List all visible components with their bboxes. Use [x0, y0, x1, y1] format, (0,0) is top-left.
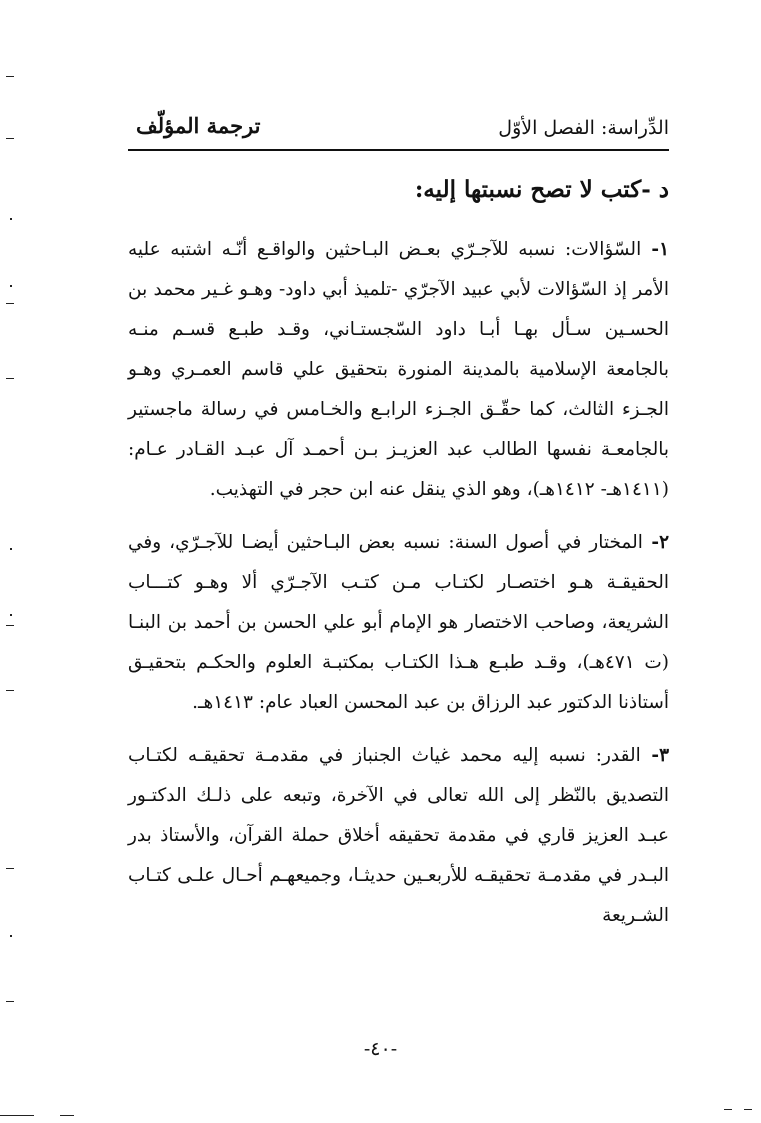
paragraph-2 — [128, 523, 669, 723]
section-heading: د -كتب لا تصح نسبتها إليه: — [414, 176, 669, 203]
scan-mark — [6, 76, 14, 77]
header-running-title: ترجمة المؤلّف — [136, 113, 261, 138]
scan-mark — [10, 935, 12, 937]
paragraph-number: ٢- — [642, 532, 670, 553]
scan-mark — [6, 868, 14, 869]
paragraph-text: القدر: نسبه إليه محمد غياث الجنباز في مقدمـة تحقيقـه لكتـاب التصديق بالنّظر إلى الله تعالى في الآخرة، وتبعه على ذلـك الدكتـور عبـد العزيز قاري في مقدمة تحقيقه أخلاق حملة القرآن، والأستاذ بدر البـدر في مقدمـة تحقيقـه للأربعـين حديثـا، وجميعهـم أحـال علـى كتـاب الشـريعة — [128, 745, 669, 926]
paragraph-1 — [128, 230, 669, 510]
page-body — [128, 168, 669, 949]
page-number: -٤٠- — [363, 1038, 398, 1060]
scan-mark — [10, 285, 12, 287]
header-rule — [128, 149, 669, 151]
scan-mark — [6, 1001, 14, 1002]
scan-mark — [724, 1109, 732, 1110]
paragraph-text: المختار في أصول السنة: نسبه بعض البـاحثين أيضـا للآجـرّي، وفي الحقيقـة هـو اختصـار لكتـاب مـن كتـب الآجـرّي ألا وهـو كتـــاب الشريعة، وصاحب الاختصار هو الإمام أبو علي الحسن بن أحمد بن البنـا (ت ٤٧١هـ)، وقـد طبـع هـذا الكتـاب بمكتبـة العلوم والحكـم بتحقيـق أستاذنا الدكتور عبد الرزاق بن عبد المحسن العباد عام: ١٤١٣هـ. — [128, 532, 670, 713]
scan-mark — [10, 614, 12, 616]
header-section-title: الدِّراسة: الفصل الأوّل — [498, 117, 669, 139]
scan-mark — [60, 1115, 74, 1116]
scan-mark — [6, 138, 14, 139]
scan-mark — [6, 303, 14, 304]
paragraph-number: ١- — [641, 239, 670, 260]
paragraph-3 — [128, 736, 669, 936]
page-header — [128, 113, 669, 149]
scan-mark — [0, 1115, 34, 1116]
paragraph-number: ٣- — [640, 745, 669, 766]
scan-mark — [10, 218, 12, 220]
paragraph-text: السّؤالات: نسبه للآجـرّي بعـض البـاحثين والواقـع أنّـه اشتبه عليه الأمر إذ السّؤالات لأبي عبيد الآجرّي -تلميذ أبي داود- وهـو غـير محمد بن الحسـين سـأل بهـا أبـا داود السّجستـاني، وقـد طبـع قسـم منـه بالجامعة الإسلامية بالمدينة المنورة بتحقيق علي قاسم العمـري وهـو الجـزء الثالث، كما حقّـق الجـزء الرابـع والخـامس في رسالة ماجستير بالجامعـة نفسها الطالب عبد العزيـز بـن أحمـد آل عبـد القـادر عـام: (١٤١١هـ- ١٤١٢هـ)، وهو الذي ينقل عنه ابن حجر في التهذيب. — [128, 239, 669, 500]
scan-mark — [744, 1109, 752, 1110]
scan-mark — [10, 548, 12, 550]
scan-mark — [6, 378, 14, 379]
scan-mark — [6, 625, 14, 626]
scan-mark — [6, 690, 14, 691]
